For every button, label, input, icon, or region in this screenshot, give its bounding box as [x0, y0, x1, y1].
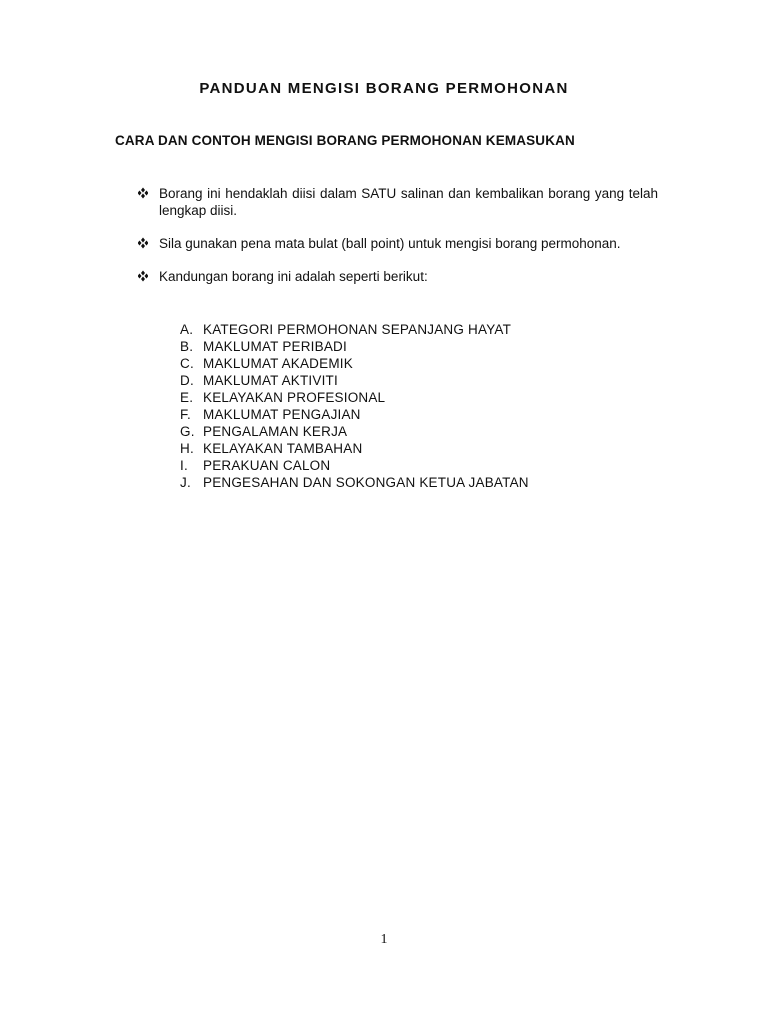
form-section-item: [180, 321, 529, 338]
section-label: MAKLUMAT PERIBADI: [203, 339, 347, 354]
section-letter: G.: [180, 424, 195, 439]
section-label: PENGESAHAN DAN SOKONGAN KETUA JABATAN: [203, 475, 529, 490]
document-title: PANDUAN MENGISI BORANG PERMOHONAN: [199, 80, 569, 97]
section-label: KELAYAKAN PROFESIONAL: [203, 390, 386, 405]
section-letter: I.: [180, 458, 188, 473]
instruction-text: Kandungan borang ini adalah seperti berikut:: [159, 269, 428, 284]
section-letter: J.: [180, 475, 191, 490]
section-label: PENGALAMAN KERJA: [203, 424, 348, 439]
form-section-item: [180, 338, 529, 355]
section-letter: C.: [180, 356, 194, 371]
four-diamond-bullet-icon: [138, 187, 148, 199]
section-letter: A.: [180, 322, 194, 337]
form-section-item: [180, 457, 529, 474]
page-number: 1: [380, 932, 388, 947]
section-letter: F.: [180, 407, 191, 422]
four-diamond-bullet-icon: [138, 237, 148, 249]
form-section-item: [180, 355, 529, 372]
form-section-item: [180, 474, 529, 491]
form-section-item: [180, 440, 529, 457]
section-label: MAKLUMAT AKTIVITI: [203, 373, 338, 388]
form-section-list: [180, 321, 529, 491]
instruction-list: [138, 185, 658, 285]
section-label: KELAYAKAN TAMBAHAN: [203, 441, 363, 456]
instruction-item: [138, 235, 658, 252]
section-label: KATEGORI PERMOHONAN SEPANJANG HAYAT: [203, 322, 512, 337]
form-section-item: [180, 389, 529, 406]
instruction-text: Sila gunakan pena mata bulat (ball point) untuk mengisi borang permohonan.: [159, 236, 621, 251]
form-section-item: [180, 372, 529, 389]
document-subtitle: CARA DAN CONTOH MENGISI BORANG PERMOHONAN KEMASUKAN: [115, 133, 575, 148]
form-section-item: [180, 406, 529, 423]
section-letter: E.: [180, 390, 194, 405]
section-label: MAKLUMAT AKADEMIK: [203, 356, 353, 371]
section-letter: B.: [180, 339, 194, 354]
instruction-text: Borang ini hendaklah diisi dalam SATU salinan dan kembalikan borang yang telah lengkap diisi.: [159, 186, 658, 218]
instruction-item: [138, 268, 658, 285]
instruction-item: [138, 185, 658, 219]
form-section-item: [180, 423, 529, 440]
section-letter: H.: [180, 441, 194, 456]
four-diamond-bullet-icon: [138, 270, 148, 282]
section-label: MAKLUMAT PENGAJIAN: [203, 407, 361, 422]
section-letter: D.: [180, 373, 194, 388]
section-label: PERAKUAN CALON: [203, 458, 331, 473]
